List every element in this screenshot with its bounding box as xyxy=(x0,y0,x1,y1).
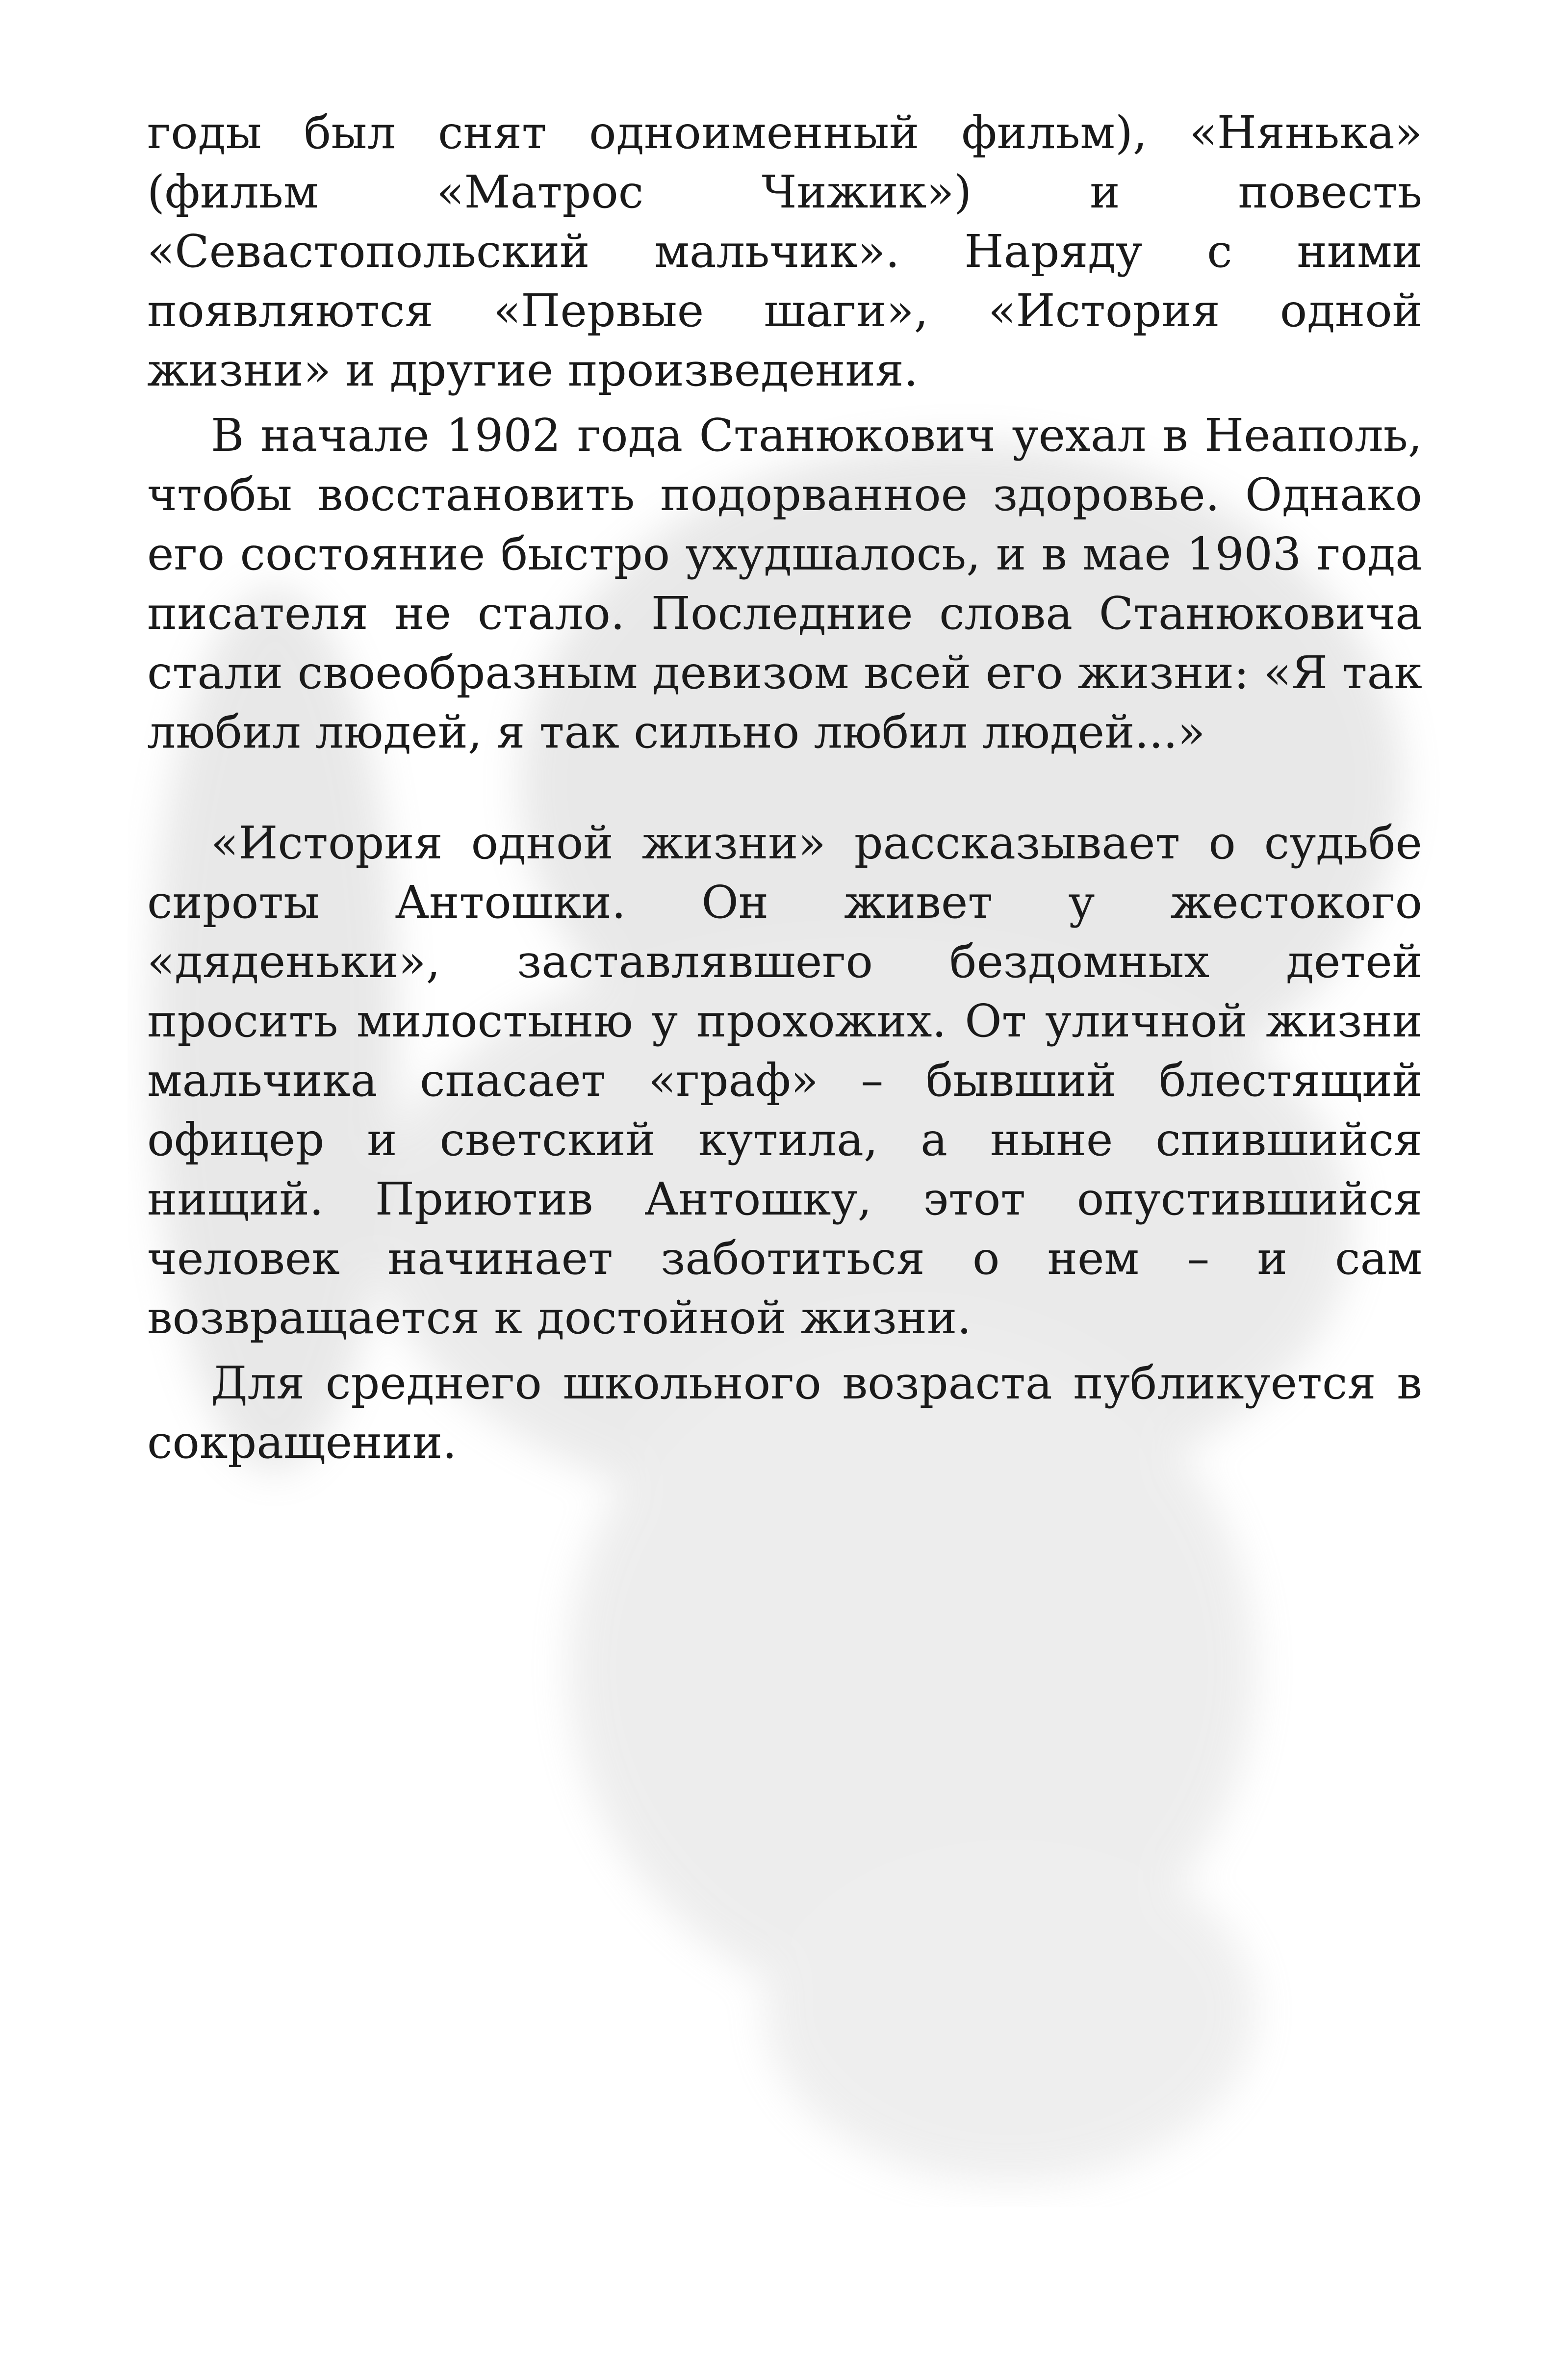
text-column xyxy=(147,103,1422,1472)
paragraph-3: «История одной жизни» рассказывает о судьбе сироты Антошки. Он живет у жестокого «дяденьки», заставлявшего бездомных детей просить милостыню у прохожих. От уличной жизни мальчика спасает «граф» – бывший блестящий офицер и светский кутила, а ныне спившийся нищий. Приютив Антошку, этот опустившийся человек начинает заботиться о нем – и сам возвращается к достойной жизни. xyxy=(147,817,1422,1344)
paragraph-1: годы был снят одноименный фильм), «Нянька» (фильм «Матрос Чижик») и повесть «Севастопольский мальчик». Наряду с ними появляются «Первые шаги», «История одной жизни» и другие произведения. xyxy=(147,106,1422,396)
paragraph-4: Для среднего школьного возраста публикуется в сокращении. xyxy=(147,1357,1422,1469)
paragraph-2: В начале 1902 года Станюкович уехал в Неаполь, чтобы восстановить подорванное здоровье. Однако его состояние быстро ухудшалось, и в мае 1903 года писателя не стало. Последние слова Станюковича стали своеобразным девизом всей его жизни: «Я так любил людей, я так сильно любил людей...» xyxy=(147,409,1422,758)
